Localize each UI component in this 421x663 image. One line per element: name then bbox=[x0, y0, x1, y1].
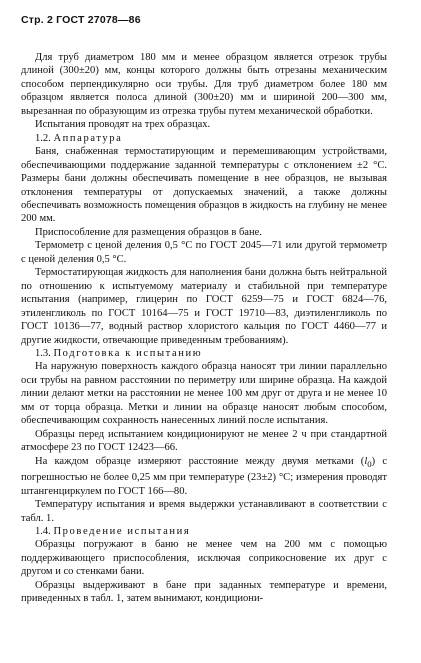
paragraph-conditioning: Образцы перед испытанием кондиционируют не менее 2 ч при стандартной атмосфере 23 по ГОСТ 12423—66. bbox=[21, 428, 387, 454]
paragraph-fixture: Приспособление для размещения образцов в бане. bbox=[35, 226, 262, 238]
section-heading-procedure bbox=[21, 525, 387, 538]
paragraph-bath: Баня, снабженная термостатирующим и перемешивающим устройствами, обеспечивающими поддержание заданной температуры с отклонением ±2 °С. Размеры бани должны обеспечивать помещение в нее образцов, не вызывая отклонения температуры от допускаемых значений, а также должны обеспечивать возможность помещения образцов в жидкость на глубину не менее 200 мм. bbox=[21, 146, 387, 225]
document-body bbox=[21, 51, 387, 606]
section-heading-apparatus bbox=[21, 132, 387, 145]
section-title: Проведение испытания bbox=[53, 525, 191, 537]
length-subscript: 0 bbox=[367, 458, 372, 469]
paragraph-thermometer: Термометр с ценой деления 0,5 °С по ГОСТ 2045—71 или другой термометр с ценой деления 0,5 °С. bbox=[21, 240, 387, 265]
section-title: Подготовка к испытанию bbox=[53, 347, 203, 359]
measure-text-1: На каждом образце измеряют расстояние между двумя метками ( bbox=[35, 455, 365, 467]
paragraph-temperature-time: Температуру испытания и время выдержки устанавливают в соответствии с табл. 1. bbox=[21, 499, 387, 524]
section-number: 1.3. bbox=[35, 347, 51, 359]
page-header: Стр. 2 ГОСТ 27078—86 bbox=[21, 14, 141, 26]
section-number: 1.2. bbox=[35, 132, 51, 144]
section-heading-preparation bbox=[21, 347, 387, 360]
paragraph-measurement bbox=[21, 455, 387, 498]
length-symbol: l bbox=[364, 455, 368, 467]
paragraph-liquid: Термостатирующая жидкость для наполнения бани должна быть нейтральной по отношению к испытуемому материалу и стабильной при температуре испытания (например, глицерин по ГОСТ 6259—75 и ГОСТ 6824—76, этиленгликоль по ГОСТ 10164—75 и ГОСТ 19710—83, диэтиленгликоль по ГОСТ 10136—77, водный раствор хлористого кальция по ГОСТ 4460—77 и другие жидкости, отвечающие приведенным требованиям). bbox=[21, 267, 387, 346]
paragraph-immersion: Образцы погружают в баню не менее чем на 200 мм с помощью поддерживающего приспособления, исключая соприкосновение их друг с другом и со стенками бани. bbox=[21, 539, 387, 578]
paragraph-marking: На наружную поверхность каждого образца наносят три линии параллельно оси трубы на равном расстоянии по периметру или ширине образца. На каждой линии делают метки на расстоянии не менее 100 мм друг от друга и не менее 10 мм от торца образца. Метки и линии на образце наносят любым способом, обеспечивающим сохранность нанесенных линий после испытания. bbox=[21, 361, 387, 427]
paragraph-sample-count: Испытания проводят на трех образцах. bbox=[35, 119, 211, 131]
paragraph-holding: Образцы выдерживают в бане при заданных температуре и времени, приведенных в табл. 1, затем вынимают, кондициони- bbox=[21, 579, 387, 605]
measure-text-2: ) с погрешностью не более 0,25 мм при температуре (23±2) °С; измерения проводят штангенциркулем по ГОСТ 166—80. bbox=[21, 455, 388, 497]
paragraph-sample-dimensions: Для труб диаметром 180 мм и менее образцом является отрезок трубы длиной (300±20) мм, концы которого должны быть отрезаны механическим способом перпендикулярно оси трубы. Для труб диаметром более 180 мм образцом является полоса длиной (300±20) мм и шириной 200—300 мм, вырезанная по образующим из отрезка трубы путем механической обработки. bbox=[21, 52, 387, 117]
section-number: 1.4. bbox=[35, 525, 51, 537]
section-title: Аппаратура bbox=[53, 132, 123, 144]
